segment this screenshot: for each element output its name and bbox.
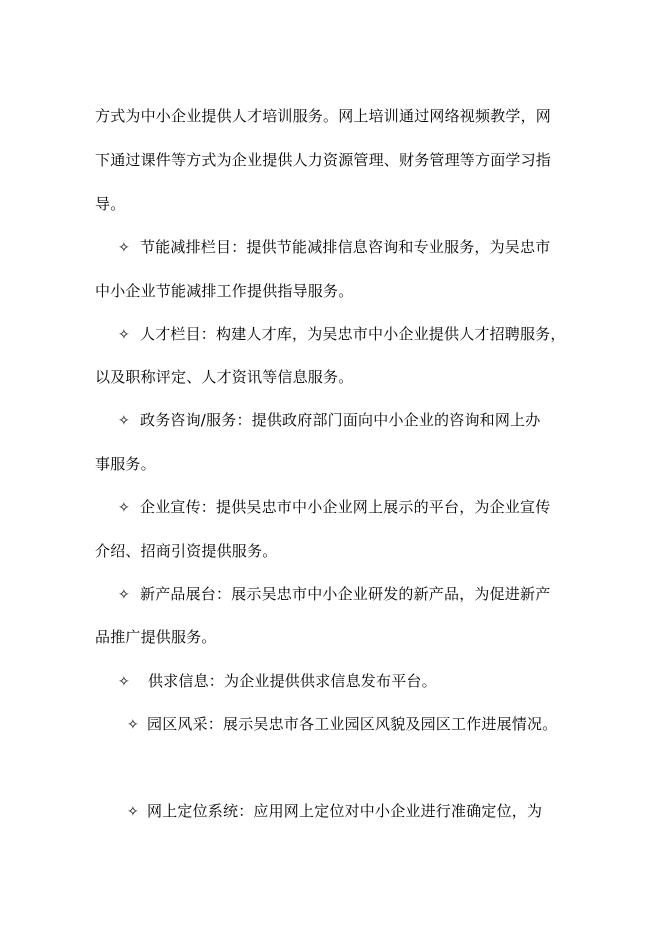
line-text: 以及职称评定、人才资讯等信息服务。 [95,368,354,386]
line-text: 网上定位系统：应用网上定位对中小企业进行准确定位，为 [147,802,543,820]
line-text: 节能减排栏目：提供节能减排信息咨询和专业服务，为吴忠市 [140,238,551,256]
bullet-item [118,584,550,605]
paragraph-line [95,194,125,214]
line-text: 方式为中小企业提供人才培训服务。网上培训通过网络视频教学，网 [95,107,552,125]
line-text: 新产品展台：展示吴忠市中小企业研发的新产品，为促进新产 [140,585,551,603]
line-text: 中小企业节能减排工作提供指导服务。 [95,282,354,300]
diamond-bullet-icon: ✧ [127,717,139,733]
bullet-item [118,410,540,431]
line-text: 导。 [95,195,126,213]
diamond-bullet-icon: ✧ [118,413,130,429]
paragraph-line [95,541,277,561]
diamond-bullet-icon: ✧ [118,500,130,516]
diamond-bullet-icon: ✧ [118,674,130,690]
diamond-bullet-icon: ✧ [118,587,130,603]
line-text: 企业宣传：提供吴忠市中小企业网上展示的平台，为企业宣传 [140,498,551,516]
diamond-bullet-icon: ✧ [127,804,139,820]
bullet-item [118,324,566,345]
paragraph-line [95,454,156,474]
bullet-item [118,497,550,518]
diamond-bullet-icon: ✧ [118,327,130,343]
line-text: 介绍、招商引资提供服务。 [95,542,278,560]
bullet-item [127,801,542,822]
line-text: 事服务。 [95,455,156,473]
bullet-item [127,714,557,735]
line-text: 政务咨询/服务：提供政府部门面向中小企业的咨询和网上办 [140,411,541,429]
bullet-item [118,237,550,258]
paragraph-line [95,106,551,126]
line-text: 园区风采：展示吴忠市各工业园区风貌及园区工作进展情况。 [147,715,558,733]
paragraph-line [95,627,217,647]
line-text: 品推广提供服务。 [95,628,217,646]
line-text: 供求信息：为企业提供供求信息发布平台。 [148,672,437,690]
line-text: 下通过课件等方式为企业提供人力资源管理、财务管理等方面学习指 [95,151,552,169]
paragraph-line [95,281,353,301]
paragraph-line [95,150,551,170]
paragraph-line [95,367,353,387]
bullet-item [118,671,437,692]
diamond-bullet-icon: ✧ [118,240,130,256]
line-text: 人才栏目：构建人才库，为吴忠市中小企业提供人才招聘服务， [140,325,566,343]
